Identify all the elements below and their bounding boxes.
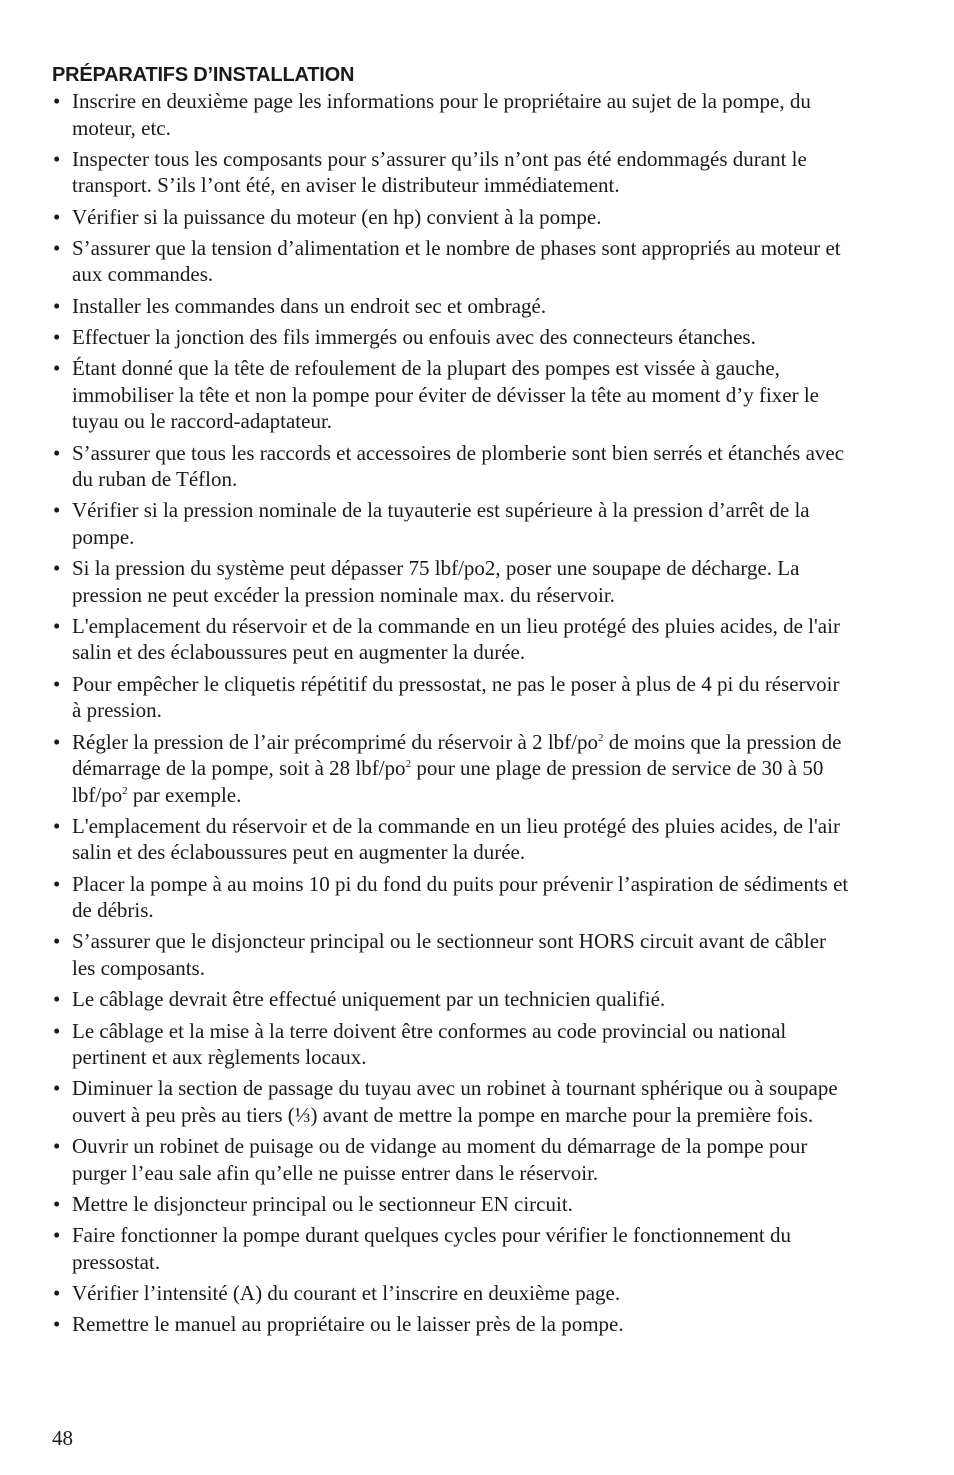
list-item	[52, 324, 852, 351]
pressure-text-1: Régler la pression de l’air précomprimé du réservoir à 2 lbf/po	[72, 729, 598, 754]
list-item	[52, 1133, 852, 1186]
list-item-text: Faire fonctionner la pompe durant quelques cycles pour vérifier le fonctionnement du pressostat.	[72, 1223, 792, 1274]
list-item	[52, 986, 852, 1013]
bullet-icon: •	[53, 1312, 61, 1337]
list-item	[52, 440, 852, 493]
list-item	[52, 146, 852, 199]
list-item	[52, 928, 852, 981]
bullet-icon: •	[53, 871, 61, 896]
bullet-list	[52, 88, 852, 1338]
bullet-icon: •	[53, 1191, 61, 1216]
bullet-icon: •	[53, 204, 61, 229]
list-item-text: Installer les commandes dans un endroit sec et ombragé.	[72, 293, 547, 318]
list-item	[52, 1280, 852, 1307]
list-item-text: Inspecter tous les composants pour s’assurer qu’ils n’ont pas été endommagés durant le transport. S’ils l’ont été, en aviser le distributeur immédiatement.	[72, 146, 807, 198]
list-item-text: S’assurer que le disjoncteur principal ou le sectionneur sont HORS circuit avant de câbler les composants.	[72, 929, 827, 980]
list-item	[52, 88, 852, 141]
superscript: 2	[405, 758, 412, 771]
list-item	[52, 497, 852, 550]
list-item	[52, 1018, 852, 1071]
list-item	[52, 1311, 852, 1338]
bullet-icon: •	[53, 1223, 61, 1248]
bullet-icon: •	[53, 613, 61, 638]
list-item	[52, 1191, 852, 1218]
bullet-icon: •	[53, 1018, 61, 1043]
bullet-icon: •	[53, 813, 61, 838]
bullet-icon: •	[53, 235, 61, 260]
list-item-text: Si la pression du système peut dépasser 75 lbf/po2, poser une soupape de décharge. La pression ne peut excéder la pression nominale max. du réservoir.	[72, 556, 800, 607]
bullet-icon: •	[53, 146, 61, 171]
list-item-text: S’assurer que la tension d’alimentation et le nombre de phases sont appropriés au moteur et aux commandes.	[72, 235, 841, 287]
bullet-icon: •	[53, 987, 61, 1012]
list-item-text: Étant donné que la tête de refoulement de la plupart des pompes est vissée à gauche, immobiliser la tête et non la pompe pour éviter de dévisser la tête au moment d’y fixer le tuyau ou le raccord-adaptateur.	[72, 356, 820, 434]
list-item-text: Diminuer la section de passage du tuyau avec un robinet à tournant sphérique ou à soupape ouvert à peu près au tiers (⅓) avant de mettre la pompe en marche pour la première fois.	[72, 1076, 838, 1127]
bullet-icon: •	[53, 729, 61, 754]
list-item	[52, 1075, 852, 1128]
list-item-text: L'emplacement du réservoir et de la commande en un lieu protégé des pluies acides, de l'air salin et des éclaboussures peut en augmenter la durée.	[72, 813, 840, 865]
bullet-icon: •	[53, 1134, 61, 1159]
list-item	[52, 613, 852, 666]
list-item-text: Remettre le manuel au propriétaire ou le laisser près de la pompe.	[72, 1312, 624, 1337]
bullet-icon: •	[53, 556, 61, 581]
superscript: 2	[597, 731, 604, 744]
list-item	[52, 293, 852, 320]
list-item-text: L'emplacement du réservoir et de la commande en un lieu protégé des pluies acides, de l'air salin et des éclaboussures peut en augmenter la durée.	[72, 613, 840, 665]
list-item-text: Vérifier si la puissance du moteur (en hp) convient à la pompe.	[72, 204, 602, 229]
list-item	[52, 204, 852, 231]
list-item-text: Placer la pompe à au moins 10 pi du fond du puits pour prévenir l’aspiration de sédiments et de débris.	[72, 871, 849, 923]
page-content	[52, 62, 852, 1343]
list-item-text: Vérifier si la pression nominale de la tuyauterie est supérieure à la pression d’arrêt de la pompe.	[72, 498, 810, 549]
bullet-icon: •	[53, 89, 61, 113]
list-item	[52, 671, 852, 724]
section-title: PRÉPARATIFS D’INSTALLATION	[52, 64, 355, 86]
list-item-text	[72, 729, 852, 809]
list-item-text: Effectuer la jonction des fils immergés ou enfouis avec des connecteurs étanches.	[72, 324, 756, 349]
bullet-icon: •	[53, 440, 61, 465]
list-item	[52, 355, 852, 435]
page-number: 48	[52, 1426, 73, 1450]
list-item-text: Le câblage devrait être effectué uniquement par un technicien qualifié.	[72, 987, 666, 1012]
list-item-text: Inscrire en deuxième page les informations pour le propriétaire au sujet de la pompe, du moteur, etc.	[72, 89, 811, 140]
bullet-icon: •	[53, 293, 61, 318]
bullet-icon: •	[53, 356, 61, 381]
pressure-text-2: de moins que la pression de démarrage de la pompe, soit à 28 lbf/po	[72, 729, 842, 781]
list-item	[52, 871, 852, 924]
bullet-icon: •	[53, 1076, 61, 1101]
list-item-text: S’assurer que tous les raccords et accessoires de plomberie sont bien serrés et étanchés avec du ruban de Téflon.	[72, 440, 845, 492]
superscript: 2	[122, 784, 128, 797]
pressure-text-4: par exemple.	[127, 782, 242, 807]
bullet-icon: •	[53, 671, 61, 696]
list-item-text: Mettre le disjoncteur principal ou le sectionneur EN circuit.	[72, 1191, 573, 1216]
list-item	[52, 235, 852, 288]
list-item-text: Pour empêcher le cliquetis répétitif du pressostat, ne pas le poser à plus de 4 pi du réservoir à pression.	[72, 671, 840, 723]
list-item	[52, 555, 852, 608]
list-item-text: Vérifier l’intensité (A) du courant et l’inscrire en deuxième page.	[72, 1281, 621, 1306]
list-item	[52, 813, 852, 866]
bullet-icon: •	[53, 324, 61, 349]
bullet-icon: •	[53, 929, 61, 954]
list-item-text: Le câblage et la mise à la terre doivent être conformes au code provincial ou national pertinent et aux règlements locaux.	[72, 1018, 787, 1070]
list-item-text: Ouvrir un robinet de puisage ou de vidange au moment du démarrage de la pompe pour purger l’eau sale afin qu’elle ne puisse entrer dans le réservoir.	[72, 1134, 808, 1185]
list-item	[52, 1222, 852, 1275]
bullet-icon: •	[53, 498, 61, 523]
list-item-pressure	[52, 729, 852, 809]
pressure-text-3: pour une plage de pression de service de 30 à 50 lbf/po	[72, 756, 824, 807]
bullet-icon: •	[53, 1281, 61, 1306]
